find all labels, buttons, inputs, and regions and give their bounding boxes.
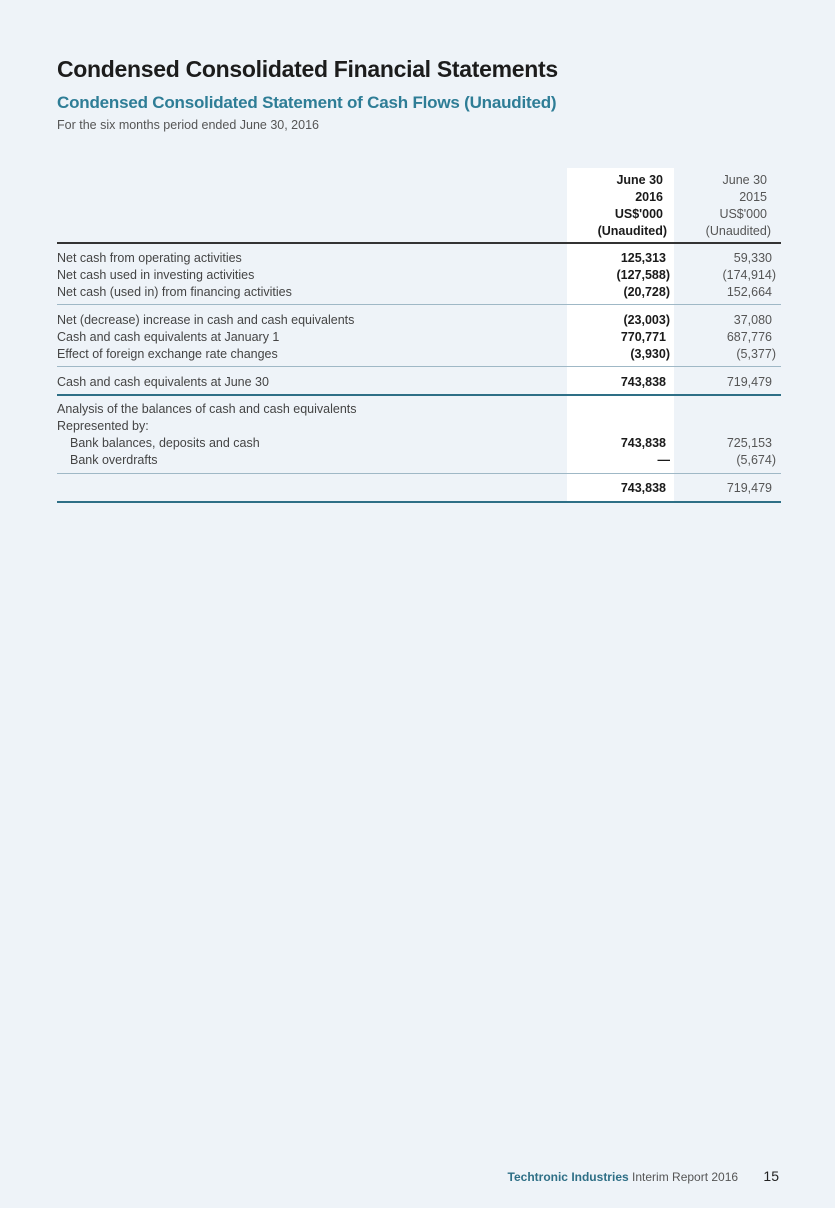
value-2016: 743,838 (620, 481, 666, 495)
column-header-status: (Unaudited) (705, 224, 771, 238)
column-header-unit: US$'000 (614, 207, 663, 221)
statement-subtitle: Condensed Consolidated Statement of Cash Flows (Unaudited) (57, 93, 557, 112)
table-row (57, 401, 781, 418)
value-2016: 743,838 (620, 436, 666, 450)
value-2016: (3,930) (630, 347, 670, 361)
section-divider (57, 394, 781, 396)
value-2015: 59,330 (733, 251, 772, 265)
section-divider (57, 366, 781, 367)
period-caption: For the six months period ended June 30, 2016 (57, 118, 319, 132)
value-2015: 687,776 (726, 330, 772, 344)
row-label: Cash and cash equivalents at June 30 (57, 375, 269, 389)
value-2015: (174,914) (722, 268, 776, 282)
row-label: Net (decrease) increase in cash and cash equivalents (57, 313, 355, 327)
page-title: Condensed Consolidated Financial Statements (57, 56, 558, 82)
value-2015: 719,479 (726, 375, 772, 389)
table-row (57, 435, 781, 452)
row-label: Bank balances, deposits and cash (70, 436, 260, 450)
value-2016: 125,313 (620, 251, 666, 265)
row-label: Analysis of the balances of cash and cash equivalents (57, 402, 357, 416)
table-row (57, 312, 781, 329)
value-2016: (20,728) (623, 285, 670, 299)
row-label: Represented by: (57, 419, 149, 433)
value-2016: (127,588) (616, 268, 670, 282)
table-row (57, 250, 781, 267)
row-label: Net cash (used in) from financing activities (57, 285, 292, 299)
row-label: Bank overdrafts (70, 453, 158, 467)
table-row (57, 329, 781, 346)
footer-brand: Techtronic Industries (507, 1170, 629, 1184)
column-header-2015 (706, 172, 771, 240)
footer-report-name: Interim Report 2016 (632, 1170, 739, 1184)
row-label: Cash and cash equivalents at January 1 (57, 330, 280, 344)
value-2016: 743,838 (620, 375, 666, 389)
value-2016: 770,771 (620, 330, 666, 344)
table-bottom-rule (57, 501, 781, 503)
row-label: Net cash used in investing activities (57, 268, 255, 282)
value-2015: (5,377) (736, 347, 776, 361)
column-header-2016 (598, 172, 667, 240)
table-row (57, 284, 781, 301)
page-footer (508, 1168, 779, 1184)
column-header-date: June 30 (616, 173, 663, 187)
column-header-status: (Unaudited) (597, 224, 667, 238)
column-header-year: 2015 (739, 190, 767, 204)
header-divider (57, 242, 781, 244)
table-row (57, 346, 781, 363)
row-label: Net cash from operating activities (57, 251, 242, 265)
column-header-date: June 30 (722, 173, 767, 187)
value-2015: (5,674) (736, 453, 776, 467)
value-2015: 719,479 (726, 481, 772, 495)
page-number: 15 (763, 1168, 779, 1184)
table-row (57, 374, 781, 391)
column-header-year: 2016 (635, 190, 663, 204)
value-2015: 725,153 (726, 436, 772, 450)
total-row (57, 480, 781, 497)
value-2015: 152,664 (726, 285, 772, 299)
table-row (57, 418, 781, 435)
row-label: Effect of foreign exchange rate changes (57, 347, 278, 361)
section-divider (57, 473, 781, 474)
section-divider (57, 304, 781, 305)
value-2015: 37,080 (733, 313, 772, 327)
table-row (57, 267, 781, 284)
column-header-unit: US$'000 (719, 207, 767, 221)
value-2016: (23,003) (623, 313, 670, 327)
value-2016: — (657, 453, 670, 467)
table-row (57, 452, 781, 469)
